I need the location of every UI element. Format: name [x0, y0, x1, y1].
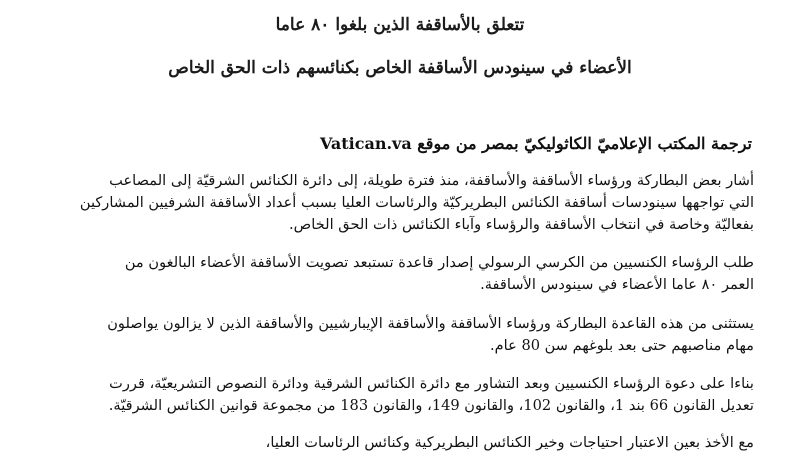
paragraph-2-line-2: العمر ٨٠ عاما الأعضاء في سينودس الأساقفة.	[480, 276, 754, 293]
translation-credit: ترجمة المكتب الإعلاميّ الكاثوليكيّ بمصر من موقع Vatican.va	[319, 134, 752, 153]
heading-line-2: الأعضاء في سينودس الأساقفة الخاص بكنائسهم ذات الحق الخاص	[168, 58, 632, 78]
paragraph-5-line-1: مع الأخذ بعين الاعتبار احتياجات وخير الكنائس البطريركية وكنائس الرئاسات العليا،	[265, 434, 754, 451]
paragraph-1-line-1: أشار بعض البطاركة ورؤساء الأساقفة والأساقفة، منذ فترة طويلة، إلى دائرة الكنائس الشرقيّة إلى المصاعب	[109, 172, 754, 189]
paragraph-3-line-2: مهام مناصبهم حتى بعد بلوغهم سن 80 عام.	[489, 337, 754, 354]
paragraph-4-line-2: تعديل القانون 66 بند 1، والقانون 102، والقانون 149، والقانون 183 من مجموعة قوانين الكنائس الشرقيّة.	[108, 397, 754, 414]
paragraph-1-line-2: التي تواجهها سينودسات أساقفة الكنائس البطريركيّة والرئاسات العليا بسبب أعداد الأساقفة الشرفيين المشاركين	[79, 194, 754, 211]
paragraph-4-line-1: بناءا على دعوة الرؤساء الكنسيين وبعد التشاور مع دائرة الكنائس الشرقية ودائرة النصوص التشريعيّة، قررت	[109, 375, 754, 392]
heading-line-1: تتعلق بالأساقفة الذين بلغوا ٨٠ عاما	[275, 15, 525, 35]
paragraph-3-line-1: يستثنى من هذه القاعدة البطاركة ورؤساء الأساقفة والأساقفة الإيبارشيين والأساقفة الذين لا يزالون يواصلون	[107, 315, 754, 332]
paragraph-1-line-3: بفعاليّة وخاصة في انتخاب الأساقفة والرؤساء وآباء الكنائس ذات الحق الخاص.	[289, 216, 754, 233]
paragraph-2-line-1: طلب الرؤساء الكنسيين من الكرسي الرسولي إصدار قاعدة تستبعد تصويت الأساقفة الأعضاء البالغون من	[124, 254, 754, 271]
